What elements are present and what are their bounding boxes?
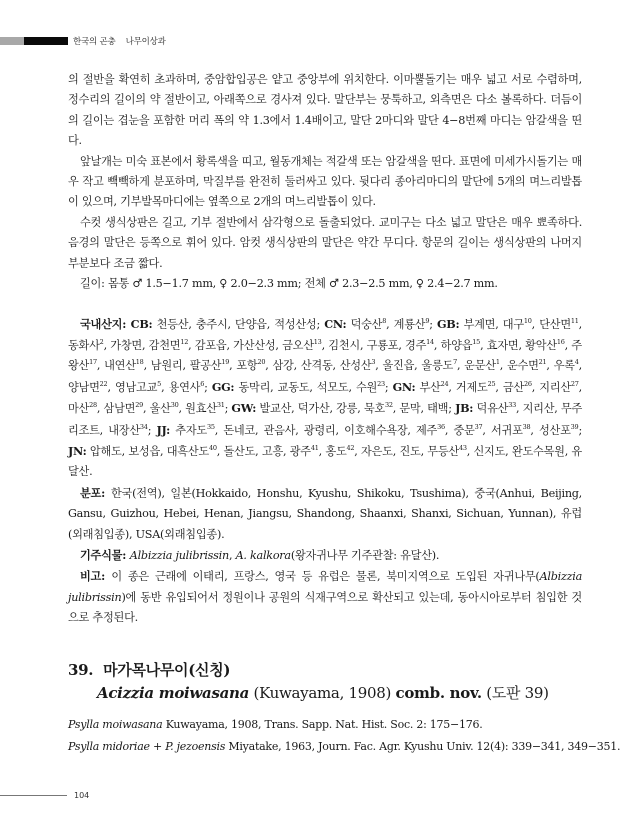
locality: 완도수목원 — [511, 444, 565, 458]
locality-footnote: 26 — [523, 379, 532, 388]
localities-list: CB: 천등산, 충주시, 단양읍, 적성산성; CN: 덕숭산$^8$, 계룡산$^9$; GB: 부계면, 대구$^{10}$, 단산면$^{11}$, 동화사$^2$, 가창면, 감천면$^{12}$, 감포읍, 가산산성, 금오산$^{13}$, 김천시, 구룡포, 경주$^{14}$, 하양읍$^{15}$, 효자면, 황악산$^{16}$, 주왕산$^{17}$, 내연산$^{18}$, 남원리, 팔공산$^{19}$, 포항$^{20}$, 삼강, 산격동, 산성산$^3$, 울진읍, 울릉도$^7$, 운문산$^1$, 운수면$^{21}$, 우록$^4$, 양남면$^{22}$, 영남고교$^5$, 용연사$^6$; GG: 동막리, 교동도, 석모도, 수원$^{23}$; GN: 부산$^{24}$, 거제도$^{25}$, 금산$^{26}$, 지리산$^{27}$, 마산$^{28}$, 삼남면$^{29}$, 울산$^{30}$, 원효산$^{31}$; GW: 발교산, 덕가산, 강릉, 묵호$^{32}$, 문막, 태백; JB: 덕유산$^{33}$, 지리산, 무주리조트, 내장산$^{34}$; JJ: 추자도$^{35}$, 돈네코, 관음사, 광령리, 이호해수욕장, 제주$^{36}$, 중문$^{37}$, 서귀포$^{38}$, 성산포$^{39}$; JN: 압해도, 보성읍, 대흑산도$^{40}$, 돌산도, 고흥, 광주$^{41}$, 홍도$^{42}$, 자은도, 진도, 무등산$^{43}$, 신지도, 완도수목원, 유달산. — [68, 317, 583, 479]
locality-footnote: 34 — [139, 422, 148, 431]
distribution-text: 한국(전역), 일본(Hokkaido, Honshu, Kyushu, Shikoku, Tsushima), 중국(Anhui, Beijing, Gansu, Guizhou, Hebei, Henan, Jiangsu, Shandong, Shaanxi, Shanxi, Sichuan, Yunnan), 유럽(외래침입종), USA(외래침입종). — [68, 486, 582, 541]
region-code: GB: — [436, 317, 460, 332]
locality-footnote: 15 — [472, 337, 481, 346]
locality: 가창면 — [110, 338, 142, 352]
host-species-2: A. kalkora — [235, 548, 291, 562]
locality: 마산 — [68, 402, 90, 416]
locality: 무주리조트 — [68, 402, 583, 437]
running-header — [0, 36, 166, 45]
locality: 팔공산 — [189, 359, 222, 373]
locality: 우록 — [553, 359, 575, 373]
locality: 충주시 — [195, 318, 228, 332]
locality-footnote: 22 — [99, 379, 108, 388]
locality-footnote: 27 — [570, 379, 579, 388]
locality-footnote: 40 — [208, 443, 217, 452]
locality-footnote: 5 — [157, 379, 162, 388]
locality-footnote: 39 — [570, 422, 579, 431]
locality-footnote: 33 — [508, 401, 516, 410]
locality: 이호해수욕장 — [344, 423, 408, 437]
locality: 포항 — [236, 359, 258, 373]
locality: 내연산 — [104, 359, 136, 373]
locality-footnote: 16 — [556, 337, 565, 346]
locality: 원효산 — [185, 402, 217, 416]
locality: 양남면 — [68, 380, 100, 394]
domestic-label: 국내산지 — [80, 317, 123, 332]
locality: 금산 — [502, 380, 524, 394]
locality-footnote: 25 — [487, 379, 496, 388]
locality: 발교산 — [259, 402, 292, 416]
host-note: (왕자귀나무 기주관찰: 유달산). — [290, 548, 440, 562]
locality-footnote: 31 — [216, 401, 225, 410]
locality: 금오산 — [282, 338, 314, 352]
locality-footnote: 8 — [382, 317, 387, 326]
locality-footnote: 23 — [377, 379, 385, 388]
locality-footnote: 4 — [574, 358, 579, 367]
species-status: comb. nov. — [395, 684, 482, 702]
book-title: 한국의 곤충 — [73, 36, 116, 47]
locality: 신지도 — [473, 444, 506, 458]
locality: 산격동 — [300, 359, 333, 373]
locality: 적성산성 — [274, 318, 317, 332]
reference-item: Psylla moiwasana Kuwayama, 1908, Trans. Sapp. Nat. Hist. Soc. 2: 175−176. — [68, 718, 483, 731]
locality: 석모도 — [316, 380, 349, 394]
locality: 돈네코 — [223, 423, 255, 437]
locality-footnote: 28 — [89, 401, 97, 410]
locality: 문막 — [399, 402, 421, 416]
locality: 계룡산 — [393, 318, 426, 332]
locality-footnote: 1 — [495, 358, 500, 367]
locality: 구룡포 — [366, 338, 399, 352]
locality-footnote: 35 — [206, 422, 215, 431]
locality: 경주 — [405, 338, 427, 352]
locality-footnote: 38 — [522, 422, 531, 431]
distribution-label: 분포 — [80, 485, 102, 500]
locality: 지리산 — [522, 402, 555, 416]
locality: 광령리 — [303, 423, 336, 437]
locality: 강릉 — [336, 402, 358, 416]
region-code: GW: — [231, 401, 257, 416]
locality: 성산포 — [538, 423, 571, 437]
locality: 천등산 — [156, 318, 189, 332]
locality-footnote: 42 — [346, 443, 355, 452]
length-measurement: 길이: 몸통 ♂ 1.5−1.7 mm, ♀ 2.0−2.3 mm; 전체 ♂ 2.3−2.5 mm, ♀ 2.4−2.7 mm. — [80, 277, 498, 291]
header-bar-dark — [24, 37, 68, 45]
locality-footnote: 29 — [135, 401, 143, 410]
locality-footnote: 37 — [474, 422, 483, 431]
remarks: 비고: 이 종은 근래에 이태리, 프랑스, 영국 등 유럽은 물론, 북미지역으로 도입된 자귀나무(Albizzia julibrissin)에 동반 유입되어서 정원이나 공원의 식재구역으로 확산되고 있는데, 동아시아로부터 침입한 것으로 추정된다. — [68, 569, 582, 625]
locality-footnote: 14 — [426, 337, 434, 346]
locality: 효자면 — [486, 338, 519, 352]
host-plants: 기주식물: Albizzia julibrissin, A. kalkora(왕자귀나무 기주관찰: 유달산). — [80, 547, 440, 562]
description-para-2: 앞날개는 미숙 표본에서 황록색을 띠고, 월동개체는 적갈색 또는 암갈색을 띤다. 표면에 미세가시돌기는 매우 작고 빽빽하게 분포하며, 막질부를 완전히 둘러싸고 있다. 뒷다리 종아리마디의 말단에 5개의 며느리발톱이 있으며, 기부발목마디에는 옆쪽으로 2개의 며느리발톱이 있다. — [68, 154, 582, 209]
locality: 서귀포 — [490, 423, 523, 437]
locality: 삼강 — [272, 359, 294, 373]
page-footer — [0, 791, 89, 800]
locality-footnote: 30 — [170, 401, 179, 410]
locality-footnote: 21 — [538, 358, 547, 367]
locality: 홍도 — [325, 444, 347, 458]
species-number: 39. — [68, 661, 94, 679]
reference-item: Psylla midoriae + P. jezoensis Miyatake, 1963, Journ. Fac. Agr. Kyushu Univ. 12(4): 339−341, 349−351. — [68, 740, 621, 753]
locality-footnote: 9 — [425, 317, 430, 326]
locality: 진도 — [399, 444, 421, 458]
locality: 울진읍 — [382, 359, 415, 373]
footer-rule — [0, 795, 67, 796]
locality: 부산 — [419, 380, 441, 394]
locality-footnote: 36 — [437, 422, 445, 431]
locality: 감포읍 — [194, 338, 227, 352]
locality-footnote: 20 — [257, 358, 266, 367]
locality: 무등산 — [427, 444, 459, 458]
section-title: 나무이상과 — [125, 36, 166, 47]
locality: 단양읍 — [235, 318, 267, 332]
locality: 울릉도 — [421, 359, 454, 373]
species-korean-name: 마가목나무이(신칭) — [103, 661, 231, 679]
locality: 추자도 — [175, 423, 207, 437]
locality: 고흥 — [261, 444, 284, 458]
locality: 하양읍 — [440, 338, 473, 352]
locality: 덕숭산 — [350, 318, 383, 332]
locality: 내장산 — [108, 423, 140, 437]
locality-footnote: 24 — [440, 379, 449, 388]
locality: 지리산 — [539, 380, 571, 394]
locality-footnote: 3 — [371, 358, 376, 367]
locality: 김천시 — [328, 338, 360, 352]
region-code: CN: — [324, 317, 347, 332]
locality: 부계면 — [463, 318, 496, 332]
locality: 덕유산 — [476, 402, 509, 416]
locality-footnote: 6 — [200, 379, 205, 388]
locality: 관음사 — [263, 423, 296, 437]
host-label: 기주식물 — [80, 547, 123, 562]
distribution: 분포: 한국(전역), 일본(Hokkaido, Honshu, Kyushu, Shikoku, Tsushima), 중국(Anhui, Beijing, Gansu, Guizhou, Hebei, Henan, Jiangsu, Shandong, Shaanxi, Shanxi, Sichuan, Yunnan), 유럽(외래침입종), USA(외래침입종). — [68, 485, 582, 541]
species-scientific-name: Acizzia moiwasana — [97, 684, 250, 702]
region-code: JN: — [68, 443, 87, 458]
locality-footnote: 11 — [570, 317, 579, 326]
locality-footnote: 2 — [99, 337, 104, 346]
locality: 가산산성 — [233, 338, 276, 352]
locality: 영남고교 — [114, 380, 158, 394]
locality: 태백 — [427, 402, 449, 416]
species-author: (Kuwayama, 1908) — [253, 684, 392, 702]
locality: 단산면 — [539, 318, 571, 332]
locality: 광주 — [289, 444, 311, 458]
locality-footnote: 43 — [458, 443, 467, 452]
species-heading — [68, 659, 588, 703]
locality: 교동도 — [277, 380, 310, 394]
locality: 운문산 — [464, 359, 496, 373]
locality: 수원 — [355, 380, 378, 394]
description-para-1: 의 절반을 확연히 초과하며, 중암합입공은 얕고 중앙부에 위치한다. 이마뿔돌기는 매우 넓고 서로 수렴하며, 정수리의 길이의 약 절반이고, 아래쪽으로 경사져 있다. 말단부는 뭉툭하고, 외측면은 다소 볼록하다. 더듬이의 길이는 겹눈을 포함한 머리 폭의 약 1.3에서 1.4배이고, 말단 2마디와 말단 4−8번째 마디는 암갈색을 띤다. — [68, 73, 582, 148]
locality: 보성읍 — [128, 444, 160, 458]
locality-footnote: 32 — [384, 401, 393, 410]
locality: 대흑산도 — [166, 444, 209, 458]
page-number: 104 — [74, 791, 90, 800]
region-code: CB: — [130, 317, 153, 332]
locality-footnote: 7 — [453, 358, 457, 367]
description-para-3: 수컷 생식상판은 길고, 기부 절반에서 삼각형으로 돌출되었다. 교미구는 다소 넓고 말단은 매우 뾰족하다. 음경의 말단은 등쪽으로 휘어 있다. 암컷 생식상판의 말단은 약간 무디다. 항문의 길이는 생식상판의 나머지 부분보다 조금 짧다. — [68, 215, 582, 270]
plate-reference: (도판 39) — [486, 684, 549, 702]
locality-footnote: 12 — [180, 337, 189, 346]
locality: 중문 — [453, 423, 475, 437]
locality: 남원리 — [150, 359, 183, 373]
locality: 감천면 — [148, 338, 181, 352]
locality: 돌산도 — [223, 444, 256, 458]
locality: 유달산 — [68, 444, 582, 479]
remarks-scientific-name: Albizzia julibrissin — [68, 570, 582, 604]
remarks-label: 비고 — [80, 569, 102, 584]
region-code: JB: — [455, 401, 474, 416]
locality-footnote: 13 — [313, 337, 322, 346]
locality: 울산 — [149, 402, 171, 416]
region-code: GG: — [211, 379, 235, 394]
locality: 압해도 — [89, 444, 122, 458]
locality: 산성산 — [339, 359, 372, 373]
synonymy-references — [68, 714, 621, 758]
region-code: GN: — [392, 379, 416, 394]
locality-footnote: 18 — [135, 358, 144, 367]
locality-footnote: 41 — [310, 443, 319, 452]
locality: 운수면 — [506, 359, 539, 373]
locality: 삼남면 — [103, 402, 136, 416]
header-bar-light — [0, 37, 24, 45]
locality: 거제도 — [455, 380, 488, 394]
locality: 동막리 — [238, 380, 271, 394]
locality: 자은도 — [361, 444, 393, 458]
locality: 대구 — [502, 318, 524, 332]
locality: 황악산 — [525, 338, 557, 352]
locality-footnote: 19 — [221, 358, 230, 367]
locality-footnote: 17 — [89, 358, 97, 367]
host-species-1: Albizzia julibrissin — [129, 548, 229, 562]
locality: 용연사 — [168, 380, 201, 394]
locality: 묵호 — [363, 402, 385, 416]
locality: 덕가산 — [297, 402, 330, 416]
locality-footnote: 10 — [523, 317, 532, 326]
domestic-localities: 국내산지: CB: 천등산, 충주시, 단양읍, 적성산성; CN: 덕숭산$^8$, 계룡산$^9$; GB: 부계면, 대구$^{10}$, 단산면$^{11}$, 동화사$^2$, 가창면, 감천면$^{12}$, 감포읍, 가산산성, 금오산$^{13}$, 김천시, 구룡포, 경주$^{14}$, 하양읍$^{15}$, 효자면, 황악산$^{16}$, 주왕산$^{17}$, 내연산$^{18}$, 남원리, 팔공산$^{19}$, 포항$^{20}$, 삼강, 산격동, 산성산$^3$, 울진읍, 울릉도$^7$, 운문산$^1$, 운수면$^{21}$, 우록$^4$, 양남면$^{22}$, 영남고교$^5$, 용연사$^6$; GG: 동막리, 교동도, 석모도, 수원$^{23}$; GN: 부산$^{24}$, 거제도$^{25}$, 금산$^{26}$, 지리산$^{27}$, 마산$^{28}$, 삼남면$^{29}$, 울산$^{30}$, 원효산$^{31}$; GW: 발교산, 덕가산, 강릉, 묵호$^{32}$, 문막, 태백; JB: 덕유산$^{33}$, 지리산, 무주리조트, 내장산$^{34}$; JJ: 추자도$^{35}$, 돈네코, 관음사, 광령리, 이호해수욕장, 제주$^{36}$, 중문$^{37}$, 서귀포$^{38}$, 성산포$^{39}$; JN: 압해도, 보성읍, 대흑산도$^{40}$, 돌산도, 고흥, 광주$^{41}$, 홍도$^{42}$, 자은도, 진도, 무등산$^{43}$, 신지도, 완도수목원, 유달산. — [68, 317, 583, 479]
locality: 주왕산 — [68, 338, 582, 373]
locality: 제주 — [415, 423, 438, 437]
region-code: JJ: — [156, 422, 171, 437]
locality: 동화사 — [68, 338, 100, 352]
main-text — [68, 70, 582, 629]
